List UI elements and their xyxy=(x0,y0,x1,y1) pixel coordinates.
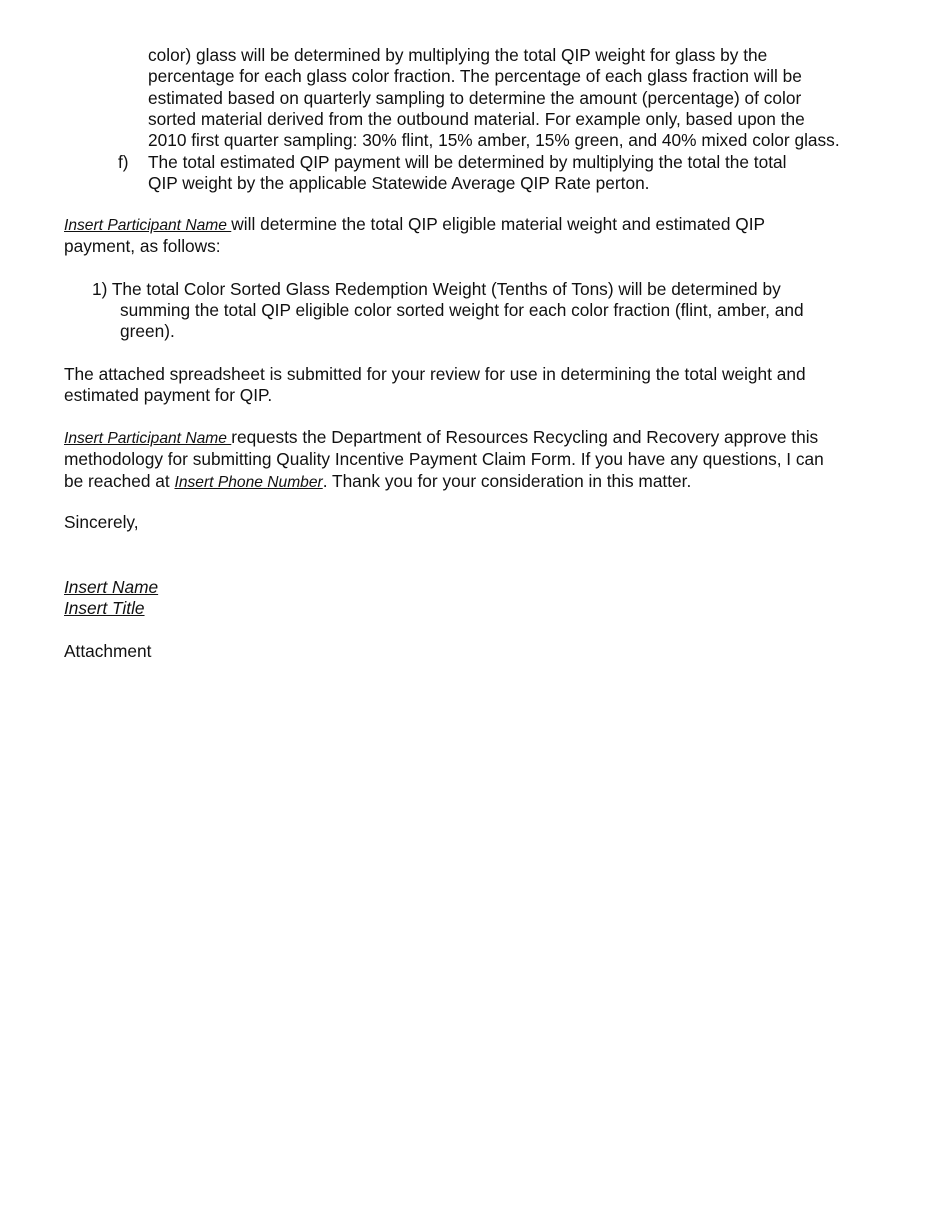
paragraph-request xyxy=(64,427,824,493)
paragraph-request-prefix: be reached at xyxy=(64,470,175,491)
paragraph-request-line2: methodology for submitting Quality Incentive Payment Claim Form. If you have any questions, I can xyxy=(64,449,824,470)
numbered-item-1-line3: green). xyxy=(120,321,175,342)
item-e-line: color) glass will be determined by multiplying the total QIP weight for glass by the xyxy=(148,45,768,65)
numbered-item-1-line2: summing the total QIP eligible color sorted weight for each color fraction (flint, amber, and xyxy=(120,300,804,320)
attachment-label: Attachment xyxy=(64,641,152,661)
signature-title: Insert Title xyxy=(64,598,145,619)
numbered-item-1-continued xyxy=(120,300,804,343)
participant-name-placeholder: Insert Participant Name xyxy=(64,430,232,447)
signature-block xyxy=(64,577,158,620)
paragraph-determine xyxy=(64,214,765,258)
paragraph-spreadsheet-line1: The attached spreadsheet is submitted for your review for use in determining the total weight and xyxy=(64,364,806,384)
paragraph-spreadsheet-line2: estimated payment for QIP. xyxy=(64,385,273,406)
item-e-line: percentage for each glass color fraction. The percentage of each glass fraction will be xyxy=(148,66,802,87)
paragraph-determine-line2: payment, as follows: xyxy=(64,236,221,257)
paragraph-determine-text: will determine the total QIP eligible material weight and estimated QIP xyxy=(231,214,766,234)
item-e-line: estimated based on quarterly sampling to determine the amount (percentage) of color xyxy=(148,87,802,108)
signature-name: Insert Name xyxy=(64,577,159,597)
item-e-line: sorted material derived from the outbound material. For example only, based upon the xyxy=(148,108,805,129)
paragraph-determine-line1 xyxy=(64,214,765,236)
item-f-line: QIP weight by the applicable Statewide Average QIP Rate perton. xyxy=(148,173,650,194)
item-f-line: The total estimated QIP payment will be determined by multiplying the total the total xyxy=(148,152,787,172)
paragraph-request-line3 xyxy=(64,471,824,493)
item-f xyxy=(148,152,786,195)
paragraph-request-line1 xyxy=(64,427,824,449)
closing: Sincerely, xyxy=(64,512,139,532)
item-e-continued xyxy=(148,45,840,151)
paragraph-spreadsheet xyxy=(64,364,806,407)
phone-number-placeholder: Insert Phone Number xyxy=(174,473,323,491)
item-f-marker: f) xyxy=(118,152,129,172)
item-e-line: 2010 first quarter sampling: 30% flint, 15% amber, 15% green, and 40% mixed color glass. xyxy=(148,130,840,151)
paragraph-request-text: requests the Department of Resources Recycling and Recovery approve this xyxy=(231,427,819,447)
numbered-item-1-line1: 1) The total Color Sorted Glass Redemption Weight (Tenths of Tons) will be determined by xyxy=(92,279,781,299)
participant-name-placeholder: Insert Participant Name xyxy=(64,217,232,234)
paragraph-request-suffix: . Thank you for your consideration in this matter. xyxy=(322,470,692,491)
